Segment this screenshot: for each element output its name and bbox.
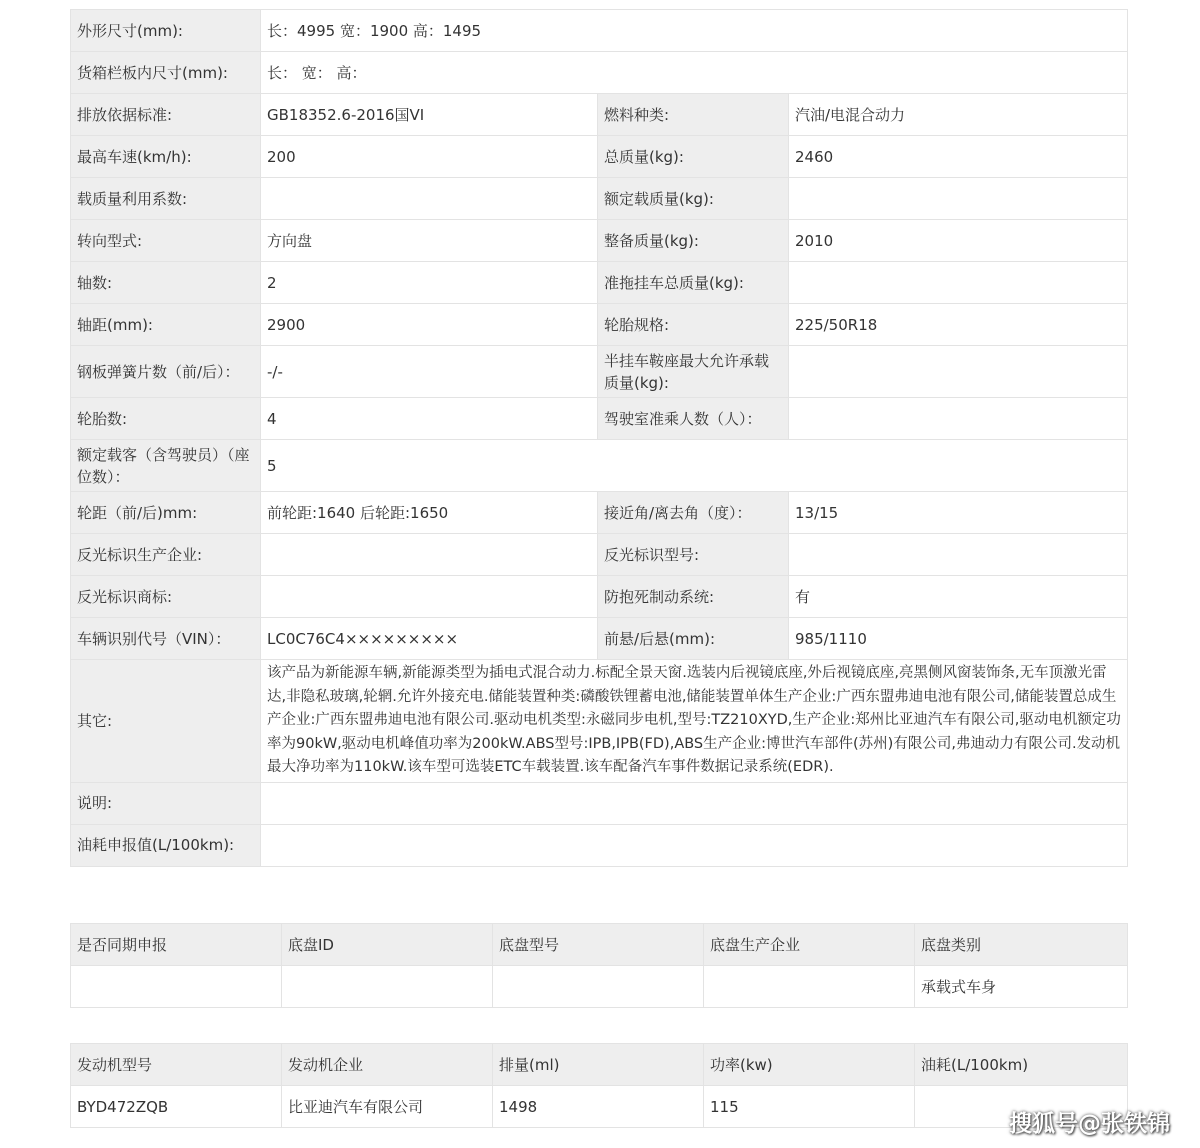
loadfactor-label: 载质量利用系数: [71, 178, 261, 220]
chassis-cell [493, 966, 704, 1008]
chassis-header-cell: 底盘类别 [915, 924, 1128, 966]
spec-row-vin [71, 618, 1128, 660]
spec-row-wheelbase [71, 304, 1128, 346]
abs-value: 有 [789, 576, 1128, 618]
spec-row-loadfactor [71, 178, 1128, 220]
gross-label: 总质量(kg): [598, 136, 789, 178]
dims-label: 外形尺寸(mm): [71, 10, 261, 52]
reflector-model-value [789, 534, 1128, 576]
curb-label: 整备质量(kg): [598, 220, 789, 262]
vehicle-spec-table [70, 9, 1128, 867]
chassis-cell [704, 966, 915, 1008]
reflector-brand-label: 反光标识商标: [71, 576, 261, 618]
steering-value: 方向盘 [261, 220, 598, 262]
chassis-cell: 承载式车身 [915, 966, 1128, 1008]
engine-header-cell: 排量(ml) [493, 1044, 704, 1086]
spec-row-spring [71, 346, 1128, 398]
wheelbase-label: 轴距(mm): [71, 304, 261, 346]
spec-row-track [71, 492, 1128, 534]
trailer-value [789, 262, 1128, 304]
vin-label: 车辆识别代号（VIN）： [71, 618, 261, 660]
other-label: 其它: [71, 660, 261, 783]
chassis-header-cell: 底盘型号 [493, 924, 704, 966]
ratedload-value [789, 178, 1128, 220]
fuel-value: 汽油/电混合动力 [789, 94, 1128, 136]
fuelcons-label: 油耗申报值(L/100km): [71, 824, 261, 866]
tire-value: 225/50R18 [789, 304, 1128, 346]
axles-label: 轴数: [71, 262, 261, 304]
other-value: 该产品为新能源车辆,新能源类型为插电式混合动力.标配全景天窗.选装内后视镜底座,外后视镜底座,亮黑侧风窗装饰条,无车顶激光雷达,非隐私玻璃,轮辋.允许外接充电.储能装置种类:磷酸铁锂蓄电池,储能装置单体生产企业:广西东盟弗迪电池有限公司,储能装置总成生产企业:广西东盟弗迪电池有限公司.驱动电机类型:永磁同步电机,型号:TZ210XYD,生产企业:郑州比亚迪汽车有限公司,驱动电机额定功率为90kW,驱动电机峰值功率为200kW.ABS型号:IPB,IPB(FD),ABS生产企业:博世汽车部件(苏州)有限公司,弗迪动力有限公司.发动机最大净功率为110kW.该车型可选装ETC车载装置.该车配备汽车事件数据记录系统(EDR). [261, 660, 1128, 783]
tire-label: 轮胎规格: [598, 304, 789, 346]
spring-value: -/- [261, 346, 598, 398]
engine-cell: 比亚迪汽车有限公司 [282, 1086, 493, 1128]
engine-cell: 1498 [493, 1086, 704, 1128]
dims-value: 长：4995 宽：1900 高：1495 [261, 10, 1128, 52]
chassis-cell [282, 966, 493, 1008]
tires-label: 轮胎数: [71, 398, 261, 440]
seats-label: 额定载客（含驾驶员）（座位数）： [71, 440, 261, 492]
reflector-maker-label: 反光标识生产企业: [71, 534, 261, 576]
saddle-label: 半挂车鞍座最大允许承载质量(kg): [598, 346, 789, 398]
angle-label: 接近角/离去角（度）： [598, 492, 789, 534]
spec-row-steering [71, 220, 1128, 262]
seats-value: 5 [261, 440, 1128, 492]
gross-value: 2460 [789, 136, 1128, 178]
chassis-header-cell: 是否同期申报 [71, 924, 282, 966]
reflector-brand-value [261, 576, 598, 618]
spec-row-dims [71, 10, 1128, 52]
spec-row-cargo [71, 52, 1128, 94]
tires-value: 4 [261, 398, 598, 440]
spec-row-tires [71, 398, 1128, 440]
spec-row-axles [71, 262, 1128, 304]
cargo-label: 货箱栏板内尺寸(mm): [71, 52, 261, 94]
speed-value: 200 [261, 136, 598, 178]
spec-row-speed [71, 136, 1128, 178]
chassis-cell [71, 966, 282, 1008]
cab-value [789, 398, 1128, 440]
trailer-label: 准拖挂车总质量(kg): [598, 262, 789, 304]
spec-row-other [71, 660, 1128, 783]
axles-value: 2 [261, 262, 598, 304]
wheelbase-value: 2900 [261, 304, 598, 346]
emission-label: 排放依据标准: [71, 94, 261, 136]
chassis-data-row [71, 966, 1128, 1008]
engine-cell: BYD472ZQB [71, 1086, 282, 1128]
chassis-header-cell: 底盘ID [282, 924, 493, 966]
emission-value: GB18352.6-2016国VI [261, 94, 598, 136]
note-label: 说明: [71, 782, 261, 824]
engine-header-cell: 功率(kw) [704, 1044, 915, 1086]
reflector-model-label: 反光标识型号: [598, 534, 789, 576]
spec-row-emission [71, 94, 1128, 136]
track-value: 前轮距:1640 后轮距:1650 [261, 492, 598, 534]
chassis-table [70, 923, 1128, 1008]
abs-label: 防抱死制动系统: [598, 576, 789, 618]
chassis-header-cell: 底盘生产企业 [704, 924, 915, 966]
spec-row-fuelcons [71, 824, 1128, 866]
fuelcons-value [261, 824, 1128, 866]
spring-label: 钢板弹簧片数（前/后）： [71, 346, 261, 398]
ratedload-label: 额定载质量(kg): [598, 178, 789, 220]
engine-header-cell: 发动机型号 [71, 1044, 282, 1086]
saddle-value [789, 346, 1128, 398]
spec-row-seats [71, 440, 1128, 492]
speed-label: 最高车速(km/h): [71, 136, 261, 178]
cab-label: 驾驶室准乘人数（人）： [598, 398, 789, 440]
engine-header-row [71, 1044, 1128, 1086]
overhang-label: 前悬/后悬(mm): [598, 618, 789, 660]
fuel-label: 燃料种类: [598, 94, 789, 136]
engine-header-cell: 发动机企业 [282, 1044, 493, 1086]
watermark: 搜狐号@张铁锦 [1009, 1111, 1170, 1137]
spec-row-reflector-maker [71, 534, 1128, 576]
overhang-value: 985/1110 [789, 618, 1128, 660]
steering-label: 转向型式: [71, 220, 261, 262]
spec-row-note [71, 782, 1128, 824]
engine-table [70, 1043, 1128, 1128]
vin-value: LC0C76C4××××××××× [261, 618, 598, 660]
cargo-value: 长： 宽： 高： [261, 52, 1128, 94]
note-value [261, 782, 1128, 824]
spec-row-reflector-brand [71, 576, 1128, 618]
loadfactor-value [261, 178, 598, 220]
chassis-header-row [71, 924, 1128, 966]
engine-header-cell: 油耗(L/100km) [915, 1044, 1128, 1086]
reflector-maker-value [261, 534, 598, 576]
engine-data-row [71, 1086, 1128, 1128]
engine-cell: 115 [704, 1086, 915, 1128]
curb-value: 2010 [789, 220, 1128, 262]
angle-value: 13/15 [789, 492, 1128, 534]
track-label: 轮距（前/后)mm: [71, 492, 261, 534]
